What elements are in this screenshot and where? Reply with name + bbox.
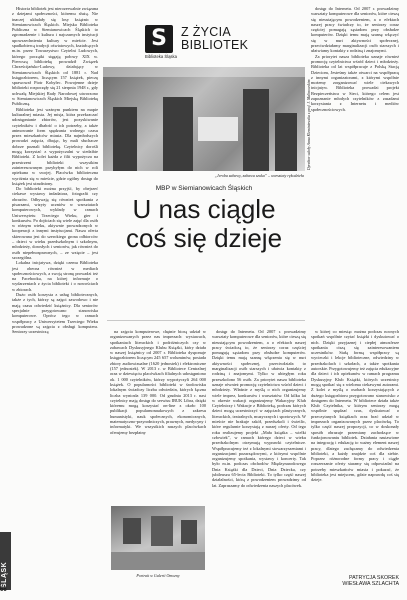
paragraph: Historia bibliotek jest nierozerwalnie związana z dziejami społeczności, któremu służą. Nie inaczej układały się losy książnic w Siemianowicach Śląskich. Miejska Biblioteka Publiczna w Siemianowicach Śląskich to zgromadzenie i kultura i najczarnych instytucji upowszechnienia kultury w mieście. Jest spadkobiercą tradycji oświatowych, kształcących m.in. przez Towarzystwo Czytelni Ludowych, którego początki sięgają połowy XIX w. Pierwszą bibliotekę prowadził Związek Chrześcijańsko-Ludowy, działający w Siemianowicach Śląskich od 1881 r. Nad księgozbiorem, liczącym 157 książek, pieczę sprawował Piotr Kobylec. Powojenne dzieje biblioteki rozpoczęły się 21 sierpnia 1948 r., gdy uchwałą Miejskiej Rady Narodowej utworzono w Siemianowicach Śląskich Miejską Bibliotekę Publiczną. (12, 6, 98, 107)
paragraph: dostęp do Internetu. Od 2007 r. prowadzimy warsztaty komputerowe dla seniorów, które cieszą się nieustającym powodzeniem, a o efektach naszej pracy świadczy to, że seniorzy coraz częściej pomagają sąsiadom przy obsłudze komputerów. Dzięki temu mają szansę włączyć się w nurt aktywności społecznej, przeciwdziałamy marginalizacji osób starszych i ułatwiamy kontakty z rodziną i znajomymi. (311, 6, 399, 54)
photo-table (198, 117, 238, 141)
photo-frame (151, 516, 173, 546)
author-signature (311, 575, 399, 588)
section-side-label: ŚLĄSK (0, 532, 11, 590)
divider (107, 320, 305, 321)
section-title-line2: BIBLIOTEK (181, 38, 249, 52)
paragraph: na zajęcia komputerowe, chętnie biorą udział w organizowanych przez nas imprezach: wystawach, spotkaniach literackich i podróżniczych czy w zabawach Dyskusyjnego Klubu Książki, który działa w naszej książnicy od 2007 r. Biblioteka dysponuje księgozbiorem liczącym 245 657 woluminów, posiada zbiory audiowizualne (1620 jednostek) i elektroniczne (157 jednostek). W 2013 r. w Bibliotece Centralnej oraz w dziewięciu placówkach filialnych udostępniono ok. 1 000 czytelników, którzy wypożyczyli 264 000 książek. O popularności biblioteki w środowisku lokalnym świadczy liczba odwiedzin, których łączna liczba wyniosła 139 000. Od grudnia 2013 r. nasi czytelnicy mają dostęp do serwisu IBUK Libra, dzięki któremu mogą korzystać on-line z około 100 publikacji popularnonaukowych z zakresu humanistyki, nauk społecznych, ekonomicznych, matematyczno-przyrodniczych, prawnych, medycyny i informatyki. We wszystkich naszych placówkach oferujemy bezpłatny (110, 329, 206, 435)
photo-figure (163, 97, 193, 171)
article-column-1 (12, 6, 98, 334)
paragraph: Biblioteka jest ważnym punktem na mapie kulturalnej miasta. Jej misja, która przekraczać udostępnianie zbiorów, jest pozyskiwanie czytelników i dbałość o ich potrzeby, a także animowanie form spędzania wolnego czasu przez mieszkańców miasta. Dla najmłodszych prowadzi zajęcia, dbając, by mali słuchacze dobrze poznali bibliotekę. Czytelnicy dorośli mogą korzystać z wypożyczalni w siedzibie Biblioteki. Z kolei każda z filii wypożycza na przestrzeni biblioteki wszystkim zainteresowanym przybyłym do nich w roli opiekuna w swojej. Placówka biblioteczna wyróżnia się w mieście, gdzie ogólny dostęp do książek jest utrudniony. (12, 106, 98, 186)
photo-figure (243, 89, 269, 171)
paragraph: Dużo osób korzysta z usług bibliotecznych, także z tych, którzy są zajęci zawodowo i nie mają czasu odwiedzić książnicy. Dla seniorów specjalnie przygotowano stanowiska komputerowe. Oprócz tego w ramach współpracy z Uniwersytetem Trzeciego Wieku prowadzone są zajęcia z obsługi komputera. Seniorzy uczestniczą (12, 292, 98, 335)
author-2: WIESŁAWA SZLACHTA (342, 581, 399, 588)
photo-figure (275, 113, 297, 171)
article-column-3 (212, 329, 306, 591)
article-kicker: MBP w Siemianowicach Śląskich (155, 185, 253, 192)
logo-caption: Biblioteka Śląska (145, 54, 177, 59)
article-headline (104, 195, 304, 253)
logo-letter: S (151, 26, 167, 51)
paragraph: Lokalna inicjatywa, dzięki czemu Biblioteka jest obecna również w mediach społecznościowych, a swoją stronę prowadzi też na Facebooku, na której informuje o wydarzeniach z życia biblioteki i o nowościach w zbiorach. (12, 260, 98, 292)
gallery-photo (111, 506, 205, 570)
photo-wall (103, 67, 305, 77)
headline-line1: U nas ciągle (132, 194, 276, 224)
gallery-photo-caption: Portrait w Galerii Omozny (136, 573, 180, 578)
main-photo-caption: „Jeroba zabawy, zabawa szuka” – warsztaty rękodzieła (214, 173, 304, 178)
paragraph: Do biblioteki można przyjść, by obejrzeć ciekawe wystawy indadatora, fotografii czy obrazów. Odbywają się również spotkania z pisarzami, wizyty uczniów w warsztatach komputerowych, wykłady w ramach Uniwersytetu Trzeciego Wieku, gier i konkursów. Po dojściach się wiele zajęć dla osób w różnym wieku, aktywnie prowadzonych w kooperacji z innymi instytucjami. Nasza oferta skierowana jest do szerokiego grona odbiorców – dzieci w wieku przedszkolnym i szkolnym, młodzieży, dorosłych i seniorów, jak również do osób niepełnosprawnych, – ze wzięcie – jest szczególna. (12, 186, 98, 260)
page-number: 66 (0, 587, 7, 593)
paragraph: dostęp do Internetu. Od 2007 r. prowadzimy warsztaty komputerowe dla seniorów, które cieszą się nieustającym powodzeniem, a o efektach naszej pracy świadczą to, że seniorzy coraz częściej pomagają sąsiadom przy obsłudze komputerów. Dzięki temu mają szansę włączenia się w nurt aktywności społecznej, przeciwdziała to marginalizacji osób starszych i ułatwia kontakty z rodziną i znajomymi. Tylko w ubiegłym roku przeszkolono 56 osób. Za priorytet nasza biblioteka uznaje również promocję czytelnictwa wśród dzieci i młodzieży. Właśnie z myślą o nich organizujemy wiele imprez, konkursów i warsztatów. Od kilku lat w okresie wakacji organizujemy Wakacyjny Klub Czytelniczy i Wakacje z Biblioteką, podczas których dzieci mogą uczestniczyć w zajęciach plastycznych, literackich, teatralnych, muzycznych i sportowych. W mieście nie brakuje szkół, przedszkoli i świetlic, które regularnie korzystają z naszej oferty. Od tego roku realizujemy projekt „Mała książka – wielki człowiek”, w ramach którego dzieci w wieku przedszkolnym otrzymują wyprawki czytelnicze. Współpracujemy też z lokalnymi stowarzyszeniami i organizacjami pozarządowymi, z którymi wspólnie organizujemy spotkania, wystawy i koncerty. Tak było m.in. podczas obchodów Międzynarodowego Dnia Książki dla Dzieci, Dnia Dziecka, czy jubileuszu 65-lecia Biblioteki. To tylko część naszej działalności, którą z powodzeniem prowadzimy od lat. Zapraszamy do odwiedzenia naszych placówek. (212, 329, 306, 488)
headline-line2: coś się dzieje (125, 223, 283, 253)
article-column-4-bottom (311, 329, 399, 573)
photo-figure (113, 107, 137, 171)
section-title (181, 26, 248, 52)
article-column-4 (311, 6, 399, 324)
photo-frame (181, 520, 197, 544)
paragraph: w której co miesiąc można podczas nocnych spotkań wspólnie czytać książki i dyskutować o nich. Dzięki przyjaznej i ciepłej atmosferze spotkania ciszą się zainteresowaniem uczestników. Stałą formą współpracy są wycieczki i lekcje biblioteczne, odwiedziny w przedszkolach i szkołach, a także spotkania autorskie. Przygotowujemy też zajęcia edukacyjne dla dzieci i ich opiekunów w ramach programu Dyskusyjny Klub Książki, których uczestnicy mogą spotkać się z wieloma ciekawymi autorami. Z kolei z myślą o osobach korzystających z dużego księgozbioru przygotowano stanowisko z dostępem do Internetu. W bibliotece działa także Klub Czytelnika, w którym seniorzy mogą wspólnie spędzać czas, dyskutować o przeczytanych książkach oraz brać udział w imprezach organizowanych przez placówkę. To tylko część naszej propozycji, co w doskonały sposób obrazuje przemiany zachodzące w funkcjonowaniu bibliotek. Działania nastawione na integrację i edukację to ważny element naszej pracy, dlatego zachęcamy do odwiedzenia biblioteki, a każdy znajdzie coś dla siebie. Poprzez różnorodne formy pracy i ciągłe rozszerzanie oferty staramy się odpowiadać na potrzeby mieszkańców miasta i pokazać, że biblioteka jest miejscem, gdzie naprawdę coś się dzieje. (311, 329, 399, 483)
photo-frame (123, 518, 141, 544)
author-1: PATRYCJA SKOREK (348, 575, 399, 581)
photo-floor (111, 552, 205, 570)
section-title-line1: Z ŻYCIA (181, 25, 232, 39)
library-logo (145, 25, 173, 53)
paragraph: Za priorytet nasza biblioteka uznaje również promocję czytelnictwa wśród dzieci i młodzieży. Biblioteka od lat współpracuje z Polską Stacją Dzieciom, Jesteśmy także otwarci na współpracę z innymi organizatorami, z którymi wspólnie możemy zorganizować wiele ciekawych inicjatyw. Biblioteka prowadzi projekt Bezpieczeństwa w Sieci, którego celem jest zapoznanie młodych czytelników z zasadami korzystania z Internetu i mediów społecznościowych. (311, 53, 399, 112)
vertical-photo-caption: Dyrektor szkoły Anna Kleminiewska z prof. J. Malinowskim (307, 79, 311, 170)
main-photo (103, 67, 305, 171)
article-column-2 (110, 329, 206, 501)
